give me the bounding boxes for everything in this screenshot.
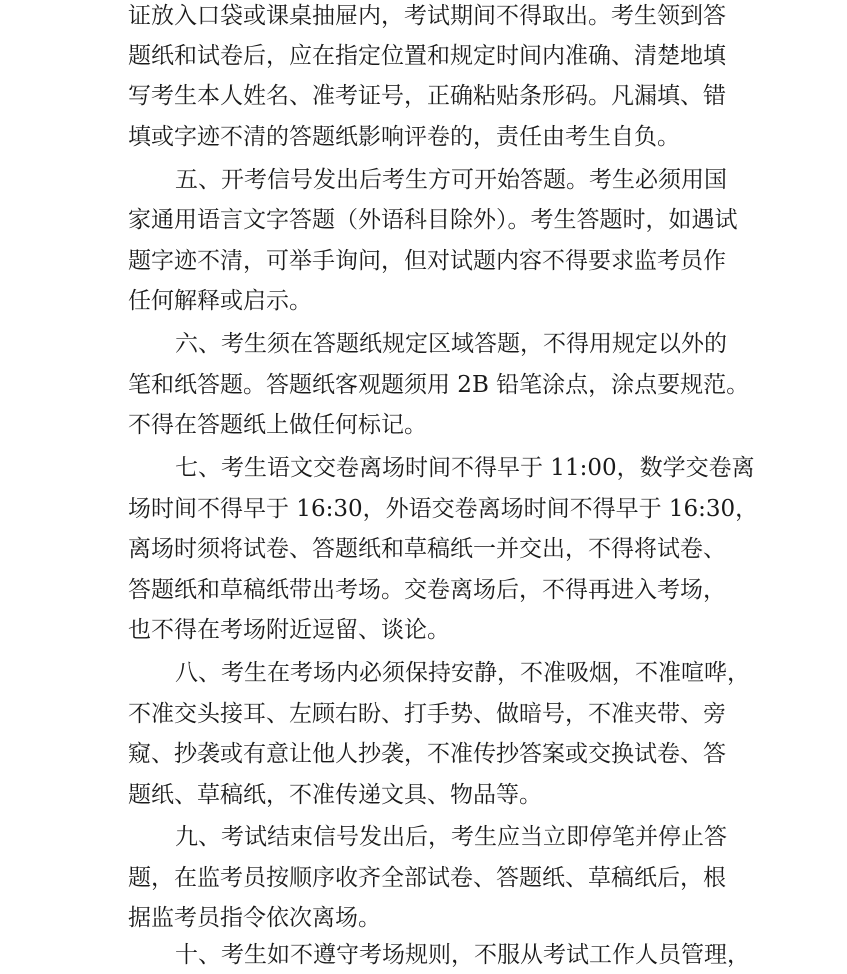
paragraph-6-first-line: 六、考生须在答题纸规定区域答题，不得用规定以外的	[175, 331, 727, 357]
text-line: 题，在监考员按顺序收齐全部试卷、答题纸、草稿纸后，根	[128, 865, 726, 891]
text-line: 答题纸和草稿纸带出考场。交卷离场后，不得再进入考场，	[128, 577, 726, 603]
text-line: 题字迹不清，可举手询问，但对试题内容不得要求监考员作	[128, 248, 726, 274]
text-line: 笔和纸答题。答题纸客观题须用 2B 铅笔涂点，涂点要规范。	[128, 372, 750, 398]
text-line: 也不得在考场附近逗留、谈论。	[128, 617, 450, 643]
text-line: 写考生本人姓名、准考证号，正确粘贴条形码。凡漏填、错	[128, 83, 726, 109]
text-line: 家通用语言文字答题（外语科目除外）。考生答题时，如遇试	[128, 207, 738, 233]
paragraph-5-first-line: 五、开考信号发出后考生方可开始答题。考生必须用国	[175, 167, 727, 193]
text-line: 任何解释或启示。	[128, 288, 312, 314]
paragraph-8-first-line: 八、考生在考场内必须保持安静，不准吸烟，不准喧哗，	[175, 660, 750, 686]
text-line: 场时间不得早于 16:30，外语交卷离场时间不得早于 16:30，	[128, 496, 759, 522]
text-line: 离场时须将试卷、答题纸和草稿纸一并交出，不得将试卷、	[128, 536, 726, 562]
paragraph-7-first-line: 七、考生语文交卷离场时间不得早于 11:00，数学交卷离	[175, 455, 755, 481]
text-line: 题纸和试卷后，应在指定位置和规定时间内准确、清楚地填	[128, 43, 726, 69]
text-line: 证放入口袋或课桌抽屉内，考试期间不得取出。考生领到答	[128, 3, 726, 29]
text-line: 窥、抄袭或有意让他人抄袭，不准传抄答案或交换试卷、答	[128, 741, 726, 767]
text-line: 填或字迹不清的答题纸影响评卷的，责任由考生自负。	[128, 124, 680, 150]
text-line: 不得在答题纸上做任何标记。	[128, 412, 427, 438]
paragraph-10-first-line: 十、考生如不遵守考场规则，不服从考试工作人员管理，	[175, 942, 750, 968]
text-line: 据监考员指令依次离场。	[128, 905, 381, 931]
text-line: 题纸、草稿纸，不准传递文具、物品等。	[128, 782, 542, 808]
text-line: 不准交头接耳、左顾右盼、打手势、做暗号，不准夹带、旁	[128, 701, 726, 727]
paragraph-9-first-line: 九、考试结束信号发出后，考生应当立即停笔并停止答	[175, 824, 727, 850]
